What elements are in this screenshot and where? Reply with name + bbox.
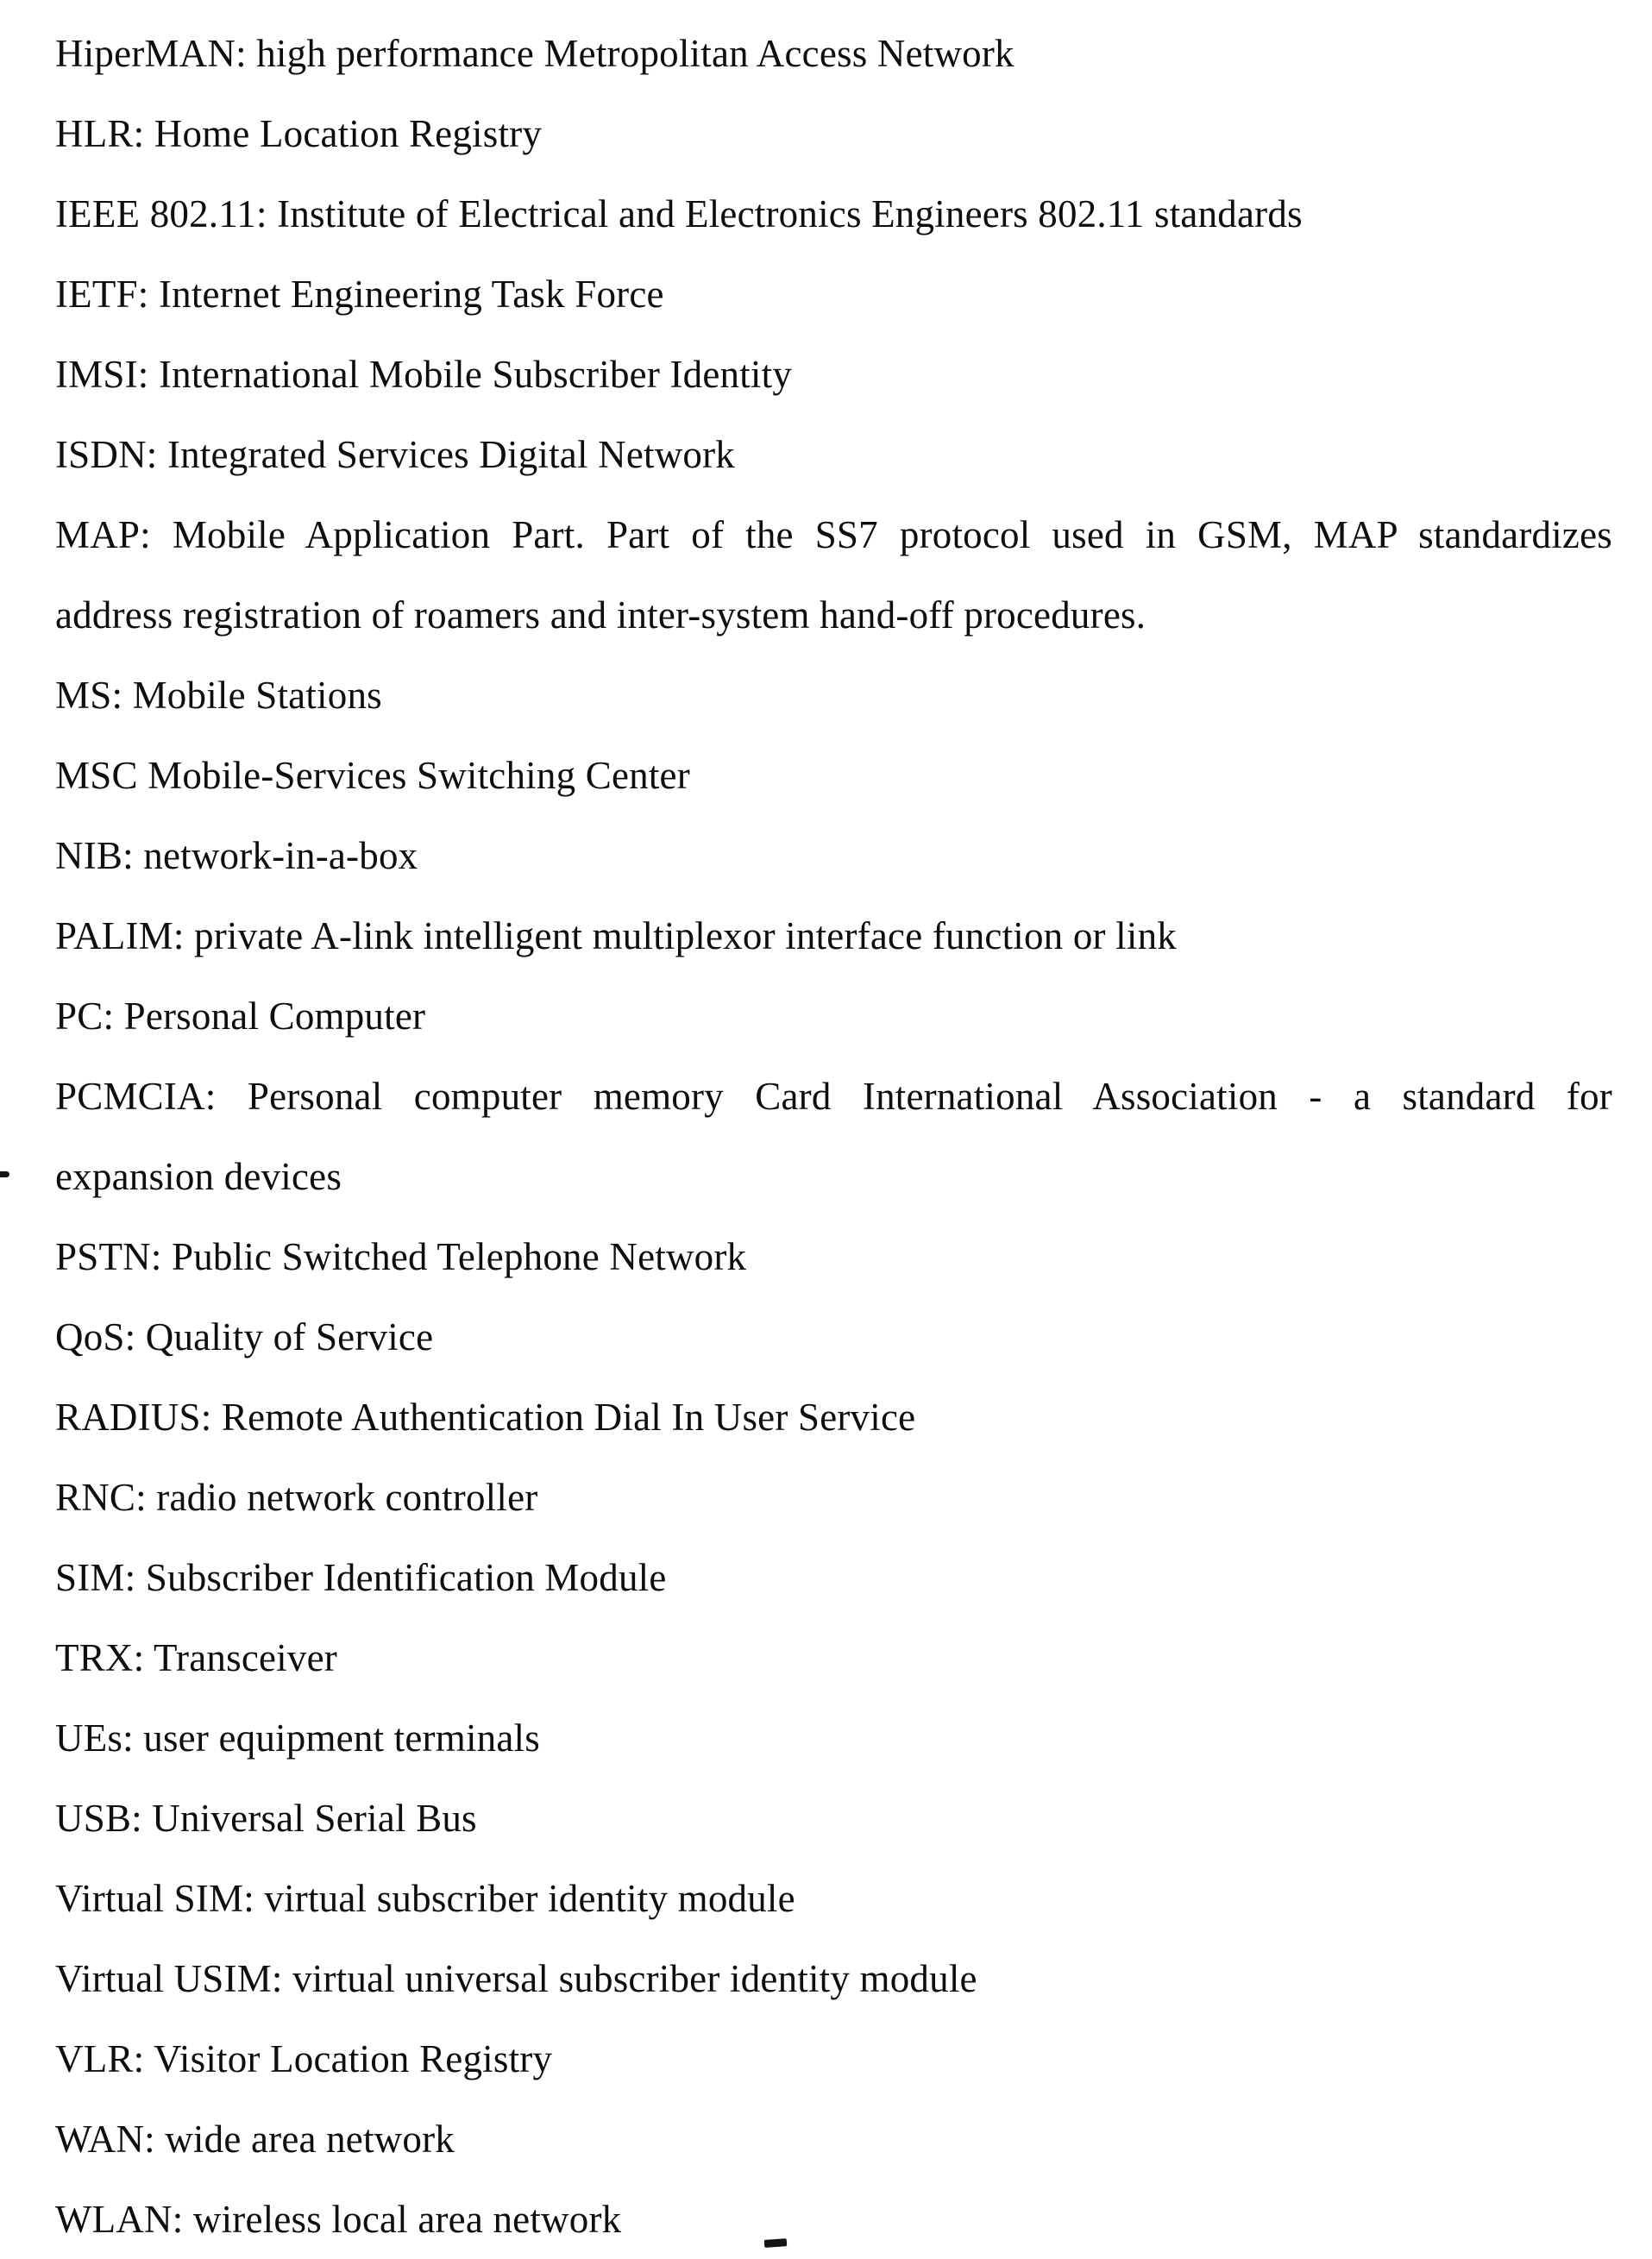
text-line: UEs: user equipment terminals bbox=[55, 1716, 540, 1760]
scan-artifact-left-edge bbox=[0, 1171, 9, 1177]
text-line: PCMCIA: Personal computer memory Card International Association - a standard for bbox=[55, 1075, 1612, 1118]
text-line: HiperMAN: high performance Metropolitan Access Network bbox=[55, 32, 1014, 75]
text-line: PSTN: Public Switched Telephone Network bbox=[55, 1235, 747, 1278]
text-line: address registration of roamers and inter-system hand-off procedures. bbox=[55, 593, 1146, 637]
text-line: QoS: Quality of Service bbox=[55, 1315, 434, 1359]
text-line: SIM: Subscriber Identification Module bbox=[55, 1556, 667, 1599]
text-line: RADIUS: Remote Authentication Dial In User Service bbox=[55, 1396, 916, 1439]
text-line: USB: Universal Serial Bus bbox=[55, 1797, 477, 1840]
text-line: TRX: Transceiver bbox=[55, 1636, 337, 1679]
text-line: PALIM: private A-link intelligent multiplexor interface function or link bbox=[55, 914, 1177, 957]
text-line: PC: Personal Computer bbox=[55, 995, 426, 1038]
text-line: MS: Mobile Stations bbox=[55, 674, 382, 717]
text-line: IETF: Internet Engineering Task Force bbox=[55, 273, 664, 316]
text-line: IEEE 802.11: Institute of Electrical and Electronics Engineers 802.11 standards bbox=[55, 192, 1303, 235]
glossary-lines bbox=[55, 14, 1612, 2259]
text-line: NIB: network-in-a-box bbox=[55, 834, 418, 877]
text-line: IMSI: International Mobile Subscriber Identity bbox=[55, 353, 793, 396]
text-line: HLR: Home Location Registry bbox=[55, 112, 543, 155]
text-line: MSC Mobile-Services Switching Center bbox=[55, 754, 690, 797]
text-line: Virtual SIM: virtual subscriber identity module bbox=[55, 1877, 795, 1920]
text-line: expansion devices bbox=[55, 1155, 342, 1198]
text-line: WAN: wide area network bbox=[55, 2118, 455, 2161]
text-line: RNC: radio network controller bbox=[55, 1476, 538, 1519]
text-line: Virtual USIM: virtual universal subscriber identity module bbox=[55, 1957, 977, 2000]
text-line: MAP: Mobile Application Part. Part of the SS7 protocol used in GSM, MAP standardizes bbox=[55, 513, 1612, 556]
scan-artifact-bottom bbox=[764, 2238, 788, 2248]
text-line: WLAN: wireless local area network bbox=[55, 2198, 622, 2241]
text-line: ISDN: Integrated Services Digital Network bbox=[55, 433, 735, 476]
text-line: VLR: Visitor Location Registry bbox=[55, 2037, 553, 2080]
